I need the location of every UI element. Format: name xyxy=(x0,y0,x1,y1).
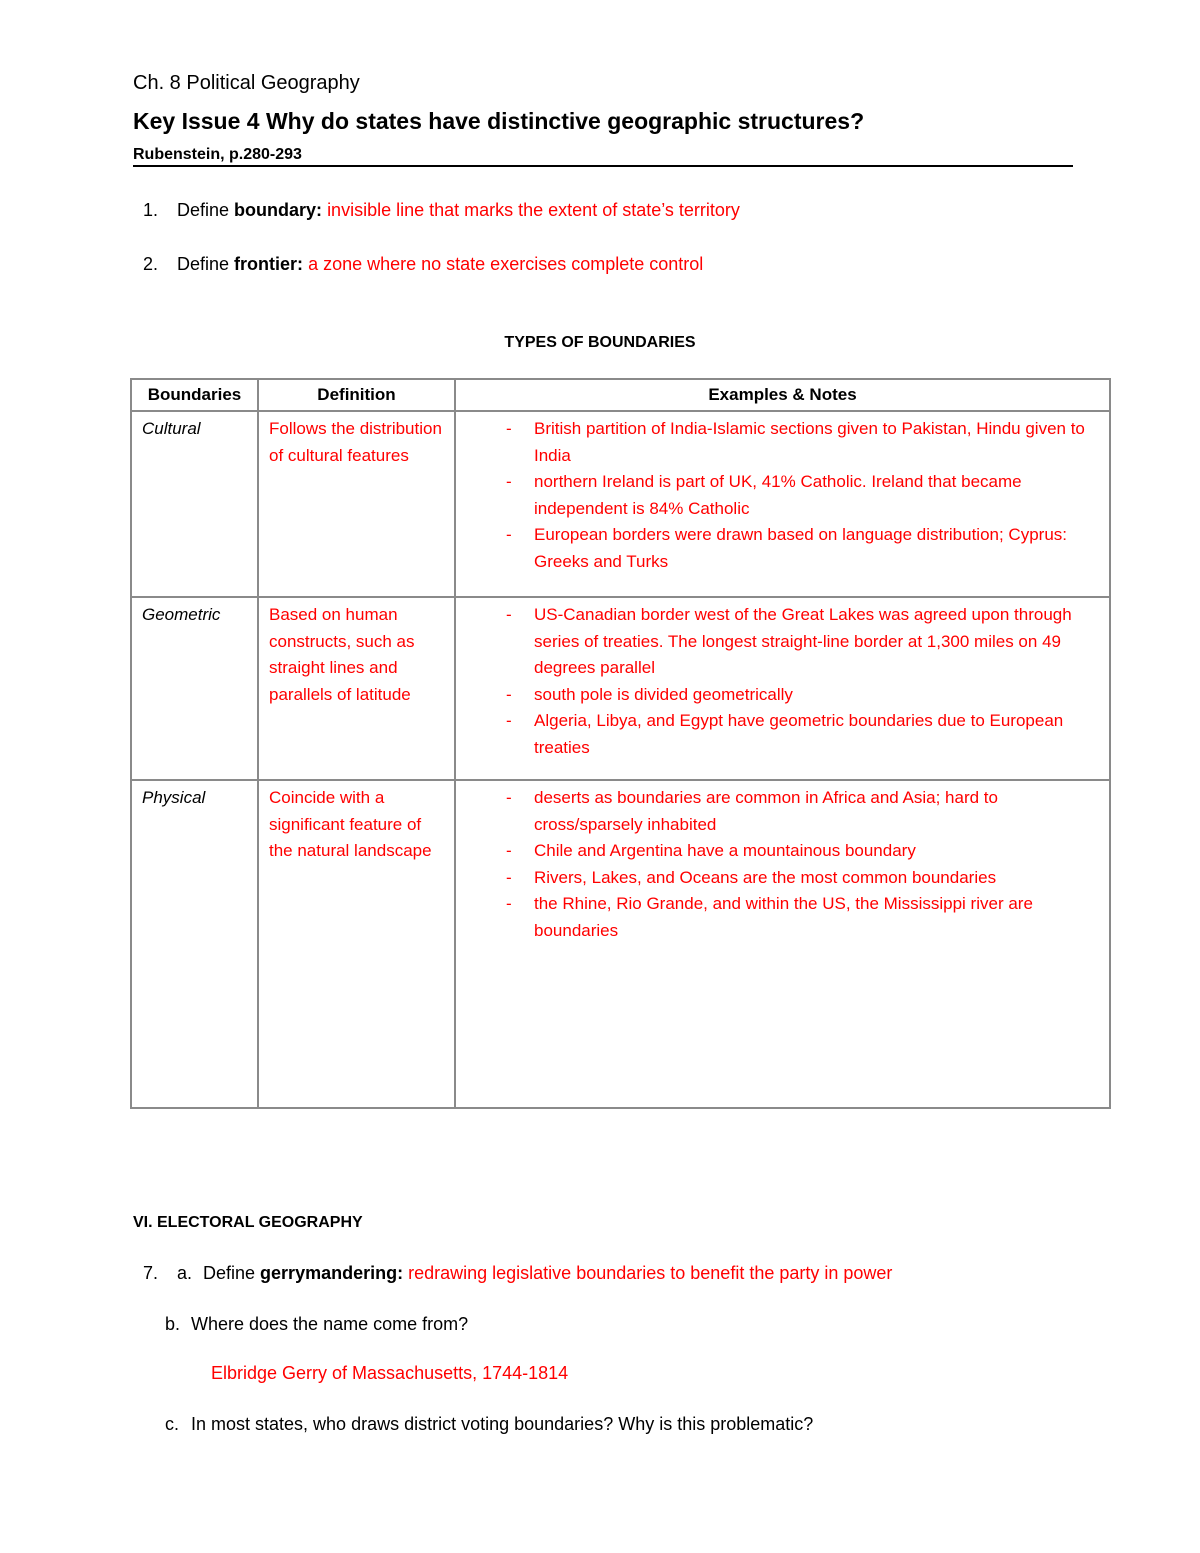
bullet-dash: - xyxy=(506,525,512,544)
question-number: 7. xyxy=(143,1263,159,1283)
list-item xyxy=(466,682,1099,709)
note-text: Rivers, Lakes, and Oceans are the most common boundaries xyxy=(534,867,997,887)
question-number: 2. xyxy=(143,254,159,274)
question-letter: b. xyxy=(165,1314,181,1334)
list-item xyxy=(466,865,1099,892)
bullet-dash: - xyxy=(506,605,512,624)
boundary-type: Cultural xyxy=(131,411,258,597)
boundary-definition: Based on human constructs, such as straight lines and parallels of latitude xyxy=(258,597,455,780)
note-text: the Rhine, Rio Grande, and within the US, the Mississippi river are boundaries xyxy=(534,894,1033,940)
question-prefix: Define xyxy=(177,200,235,220)
note-text: British partition of India-Islamic sections given to Pakistan, Hindu given to India xyxy=(534,419,1085,465)
question-term: boundary: xyxy=(234,200,323,220)
bullet-dash: - xyxy=(506,867,512,887)
list-item xyxy=(466,708,1099,761)
question-term: frontier: xyxy=(234,254,304,274)
list-item xyxy=(466,785,1099,838)
note-text: deserts as boundaries are common in Africa and Asia; hard to cross/sparsely inhabited xyxy=(534,788,998,834)
list-item xyxy=(466,416,1099,469)
note-text: Algeria, Libya, and Egypt have geometric boundaries due to European treaties xyxy=(534,711,1064,757)
note-text: US-Canadian border west of the Great Lakes was agreed upon through series of treaties. The longest straight-line border at 1,300 miles on 49 degrees parallel xyxy=(534,605,1072,677)
column-header-examples: Examples & Notes xyxy=(455,379,1110,411)
question-term: gerrymandering: xyxy=(260,1263,404,1283)
answer-text: a zone where no state exercises complete control xyxy=(308,254,704,274)
column-header-definition: Definition xyxy=(258,379,455,411)
source-reference: Rubenstein, p.280-293 xyxy=(133,146,302,163)
bullet-dash: - xyxy=(506,419,512,438)
question-7a xyxy=(143,1263,892,1284)
bullet-dash: - xyxy=(506,841,512,860)
boundary-definition: Coincide with a significant feature of the natural landscape xyxy=(258,780,455,1108)
bullet-dash: - xyxy=(506,711,512,730)
boundaries-table xyxy=(130,378,1111,1109)
note-text: south pole is divided geometrically xyxy=(534,684,793,704)
question-letter: c. xyxy=(165,1414,180,1434)
table-row-cultural xyxy=(131,411,1110,597)
key-issue-title: Key Issue 4 Why do states have distinctive geographic structures? xyxy=(133,108,865,134)
question-prefix: Define xyxy=(203,1263,261,1283)
answer-text: Elbridge Gerry of Massachusetts, 1744-1814 xyxy=(211,1363,569,1383)
types-of-boundaries-heading: TYPES OF BOUNDARIES xyxy=(504,334,696,351)
bullet-dash: - xyxy=(506,472,512,491)
answer-text: redrawing legislative boundaries to benefit the party in power xyxy=(408,1263,893,1283)
bullet-dash: - xyxy=(506,684,512,704)
list-item xyxy=(466,522,1099,575)
question-text: In most states, who draws district voting boundaries? Why is this problematic? xyxy=(191,1414,814,1434)
question-prefix: Define xyxy=(177,254,235,274)
table-header-row xyxy=(131,379,1110,411)
boundary-type: Physical xyxy=(131,780,258,1108)
question-7b xyxy=(165,1314,468,1335)
question-2 xyxy=(143,254,703,275)
note-text: Chile and Argentina have a mountainous boundary xyxy=(534,841,916,860)
boundary-notes xyxy=(455,780,1110,1108)
boundary-definition: Follows the distribution of cultural features xyxy=(258,411,455,597)
question-letter: a. xyxy=(177,1263,193,1283)
bullet-dash: - xyxy=(506,788,512,807)
electoral-geography-heading: VI. ELECTORAL GEOGRAPHY xyxy=(133,1214,363,1231)
note-text: northern Ireland is part of UK, 41% Catholic. Ireland that became independent is 84% Catholic xyxy=(534,472,1022,518)
list-item xyxy=(466,838,1099,865)
question-1 xyxy=(143,200,740,221)
table-row-geometric xyxy=(131,597,1110,780)
chapter-title: Ch. 8 Political Geography xyxy=(133,72,360,94)
question-number: 1. xyxy=(143,200,159,220)
bullet-dash: - xyxy=(506,894,512,913)
boundary-notes xyxy=(455,411,1110,597)
note-text: European borders were drawn based on language distribution; Cyprus: Greeks and Turks xyxy=(534,525,1067,571)
answer-text: invisible line that marks the extent of state’s territory xyxy=(327,200,740,220)
list-item xyxy=(466,891,1099,944)
boundary-type: Geometric xyxy=(131,597,258,780)
question-7c xyxy=(165,1414,813,1435)
table-row-physical xyxy=(131,780,1110,1108)
list-item xyxy=(466,469,1099,522)
boundary-notes xyxy=(455,597,1110,780)
question-text: Where does the name come from? xyxy=(191,1314,469,1334)
column-header-boundaries: Boundaries xyxy=(131,379,258,411)
list-item xyxy=(466,602,1099,682)
header-rule xyxy=(133,165,1073,167)
